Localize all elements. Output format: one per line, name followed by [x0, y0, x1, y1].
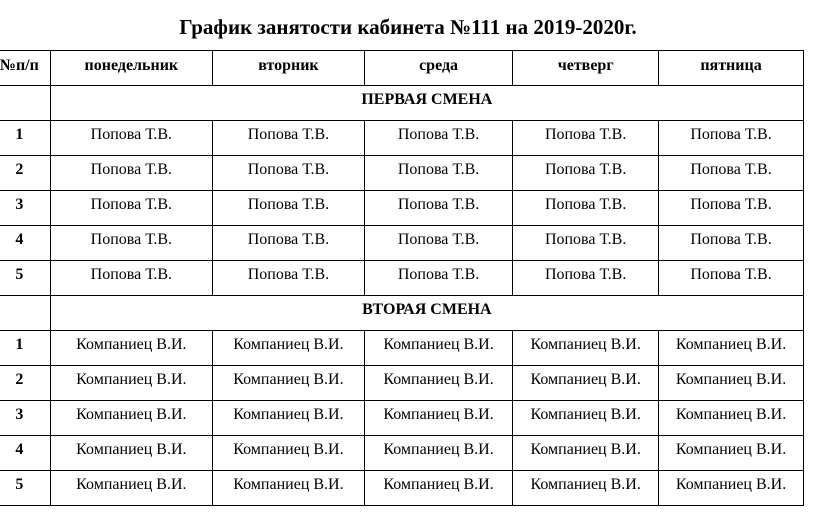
teacher-cell: Попова Т.В.	[50, 226, 212, 261]
lesson-number: 4	[0, 436, 50, 471]
shift-label: ПЕРВАЯ СМЕНА	[50, 86, 803, 121]
teacher-cell: Компаниец В.И.	[50, 401, 212, 436]
teacher-cell: Компаниец В.И.	[364, 401, 512, 436]
teacher-cell: Компаниец В.И.	[364, 331, 512, 366]
teacher-cell: Попова Т.В.	[513, 156, 659, 191]
teacher-cell: Попова Т.В.	[364, 156, 512, 191]
page-title: График занятости кабинета №111 на 2019-2020г.	[179, 15, 637, 39]
table-row	[0, 471, 804, 506]
table-row	[0, 401, 804, 436]
teacher-cell: Попова Т.В.	[364, 226, 512, 261]
teacher-cell: Попова Т.В.	[513, 226, 659, 261]
teacher-cell: Попова Т.В.	[659, 191, 804, 226]
teacher-cell: Компаниец В.И.	[513, 366, 659, 401]
column-header-wednesday: среда	[364, 51, 512, 86]
teacher-cell: Компаниец В.И.	[659, 401, 804, 436]
teacher-cell: Попова Т.В.	[50, 121, 212, 156]
teacher-cell: Попова Т.В.	[213, 121, 365, 156]
teacher-cell: Попова Т.В.	[213, 191, 365, 226]
teacher-cell: Компаниец В.И.	[659, 471, 804, 506]
teacher-cell: Компаниец В.И.	[364, 366, 512, 401]
column-header-thursday: четверг	[513, 51, 659, 86]
lesson-number: 4	[0, 226, 50, 261]
teacher-cell: Компаниец В.И.	[364, 436, 512, 471]
lesson-number: 1	[0, 121, 50, 156]
shift-label: ВТОРАЯ СМЕНА	[50, 296, 803, 331]
second-shift-section	[0, 296, 804, 506]
schedule-table	[0, 50, 804, 506]
teacher-cell: Компаниец В.И.	[513, 436, 659, 471]
lesson-number: 5	[0, 261, 50, 296]
teacher-cell: Компаниец В.И.	[213, 331, 365, 366]
lesson-number: 3	[0, 401, 50, 436]
shift-number-cell	[0, 86, 50, 121]
shift-header-row	[0, 86, 804, 121]
teacher-cell: Компаниец В.И.	[50, 436, 212, 471]
shift-header-row	[0, 296, 804, 331]
teacher-cell: Компаниец В.И.	[659, 331, 804, 366]
teacher-cell: Компаниец В.И.	[213, 436, 365, 471]
teacher-cell: Попова Т.В.	[513, 121, 659, 156]
teacher-cell: Попова Т.В.	[364, 121, 512, 156]
teacher-cell: Попова Т.В.	[50, 156, 212, 191]
table-row	[0, 261, 804, 296]
teacher-cell: Компаниец В.И.	[50, 471, 212, 506]
teacher-cell: Компаниец В.И.	[213, 471, 365, 506]
lesson-number: 2	[0, 156, 50, 191]
lesson-number: 3	[0, 191, 50, 226]
teacher-cell: Компаниец В.И.	[513, 331, 659, 366]
lesson-number: 2	[0, 366, 50, 401]
teacher-cell: Попова Т.В.	[364, 261, 512, 296]
table-row	[0, 366, 804, 401]
teacher-cell: Компаниец В.И.	[50, 366, 212, 401]
teacher-cell: Компаниец В.И.	[513, 471, 659, 506]
teacher-cell: Компаниец В.И.	[659, 436, 804, 471]
teacher-cell: Компаниец В.И.	[364, 471, 512, 506]
teacher-cell: Попова Т.В.	[50, 261, 212, 296]
teacher-cell: Попова Т.В.	[364, 191, 512, 226]
column-header-number: №п/п	[0, 51, 50, 86]
table-row	[0, 191, 804, 226]
lesson-number: 1	[0, 331, 50, 366]
teacher-cell: Попова Т.В.	[659, 156, 804, 191]
table-row	[0, 331, 804, 366]
teacher-cell: Компаниец В.И.	[659, 366, 804, 401]
teacher-cell: Компаниец В.И.	[213, 401, 365, 436]
teacher-cell: Компаниец В.И.	[50, 331, 212, 366]
table-row	[0, 121, 804, 156]
teacher-cell: Попова Т.В.	[659, 226, 804, 261]
column-header-monday: понедельник	[50, 51, 212, 86]
teacher-cell: Попова Т.В.	[50, 191, 212, 226]
teacher-cell: Компаниец В.И.	[213, 366, 365, 401]
teacher-cell: Попова Т.В.	[513, 261, 659, 296]
lesson-number: 5	[0, 471, 50, 506]
header-row	[0, 51, 804, 86]
column-header-friday: пятница	[659, 51, 804, 86]
column-header-tuesday: вторник	[213, 51, 365, 86]
first-shift-section	[0, 86, 804, 296]
teacher-cell: Попова Т.В.	[513, 191, 659, 226]
table-row	[0, 436, 804, 471]
teacher-cell: Компаниец В.И.	[513, 401, 659, 436]
shift-number-cell	[0, 296, 50, 331]
teacher-cell: Попова Т.В.	[213, 261, 365, 296]
table-row	[0, 156, 804, 191]
table-row	[0, 226, 804, 261]
teacher-cell: Попова Т.В.	[213, 226, 365, 261]
teacher-cell: Попова Т.В.	[659, 261, 804, 296]
teacher-cell: Попова Т.В.	[659, 121, 804, 156]
teacher-cell: Попова Т.В.	[213, 156, 365, 191]
